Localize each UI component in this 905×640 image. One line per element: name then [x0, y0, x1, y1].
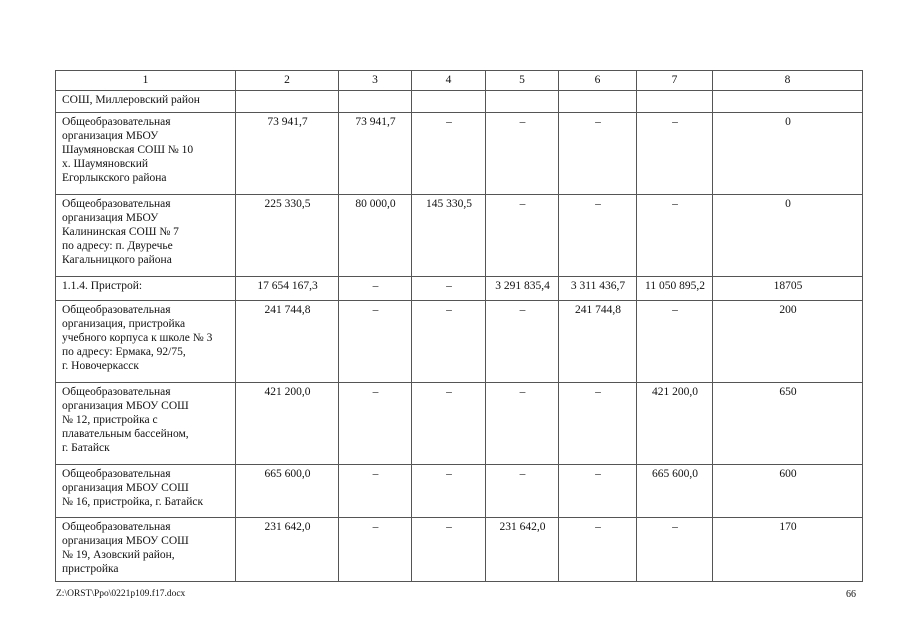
header-cell: 7: [637, 71, 713, 91]
value-cell: 0: [713, 195, 863, 277]
value-cell: –: [559, 383, 637, 465]
value-cell: –: [412, 518, 486, 582]
value-cell: 170: [713, 518, 863, 582]
row-name-cell: Общеобразовательная организация МБОУ Калининская СОШ № 7 по адресу: п. Двуречье Кагальницкого района: [56, 195, 236, 277]
header-cell: 8: [713, 71, 863, 91]
value-cell: –: [559, 113, 637, 195]
value-cell: 73 941,7: [339, 113, 412, 195]
value-cell: 421 200,0: [236, 383, 339, 465]
value-cell: –: [339, 301, 412, 383]
table-row: [56, 383, 863, 465]
value-cell: –: [486, 465, 559, 518]
value-cell: 665 600,0: [637, 465, 713, 518]
table-row: [56, 195, 863, 277]
value-cell: [637, 91, 713, 113]
value-cell: –: [339, 383, 412, 465]
value-cell: –: [559, 465, 637, 518]
row-name-cell: Общеобразовательная организация МБОУ СОШ № 12, пристройка с плавательным бассейном, г. Батайск: [56, 383, 236, 465]
value-cell: 0: [713, 113, 863, 195]
value-cell: 241 744,8: [559, 301, 637, 383]
row-name-cell: 1.1.4. Пристрой:: [56, 277, 236, 301]
value-cell: 421 200,0: [637, 383, 713, 465]
page-number: 66: [846, 589, 856, 600]
table-row: [56, 301, 863, 383]
value-cell: –: [412, 113, 486, 195]
header-cell: 1: [56, 71, 236, 91]
row-name-cell: Общеобразовательная организация МБОУ СОШ № 19, Азовский район, пристройка: [56, 518, 236, 582]
value-cell: –: [412, 465, 486, 518]
data-table: [55, 70, 863, 582]
table-row: [56, 518, 863, 582]
header-cell: 5: [486, 71, 559, 91]
value-cell: –: [486, 113, 559, 195]
value-cell: –: [637, 301, 713, 383]
value-cell: 665 600,0: [236, 465, 339, 518]
table-row: [56, 277, 863, 301]
value-cell: [412, 91, 486, 113]
value-cell: –: [637, 195, 713, 277]
table-row: [56, 91, 863, 113]
value-cell: 231 642,0: [236, 518, 339, 582]
value-cell: –: [412, 301, 486, 383]
value-cell: –: [339, 465, 412, 518]
header-cell: 2: [236, 71, 339, 91]
value-cell: 200: [713, 301, 863, 383]
value-cell: –: [486, 383, 559, 465]
value-cell: –: [637, 113, 713, 195]
value-cell: [486, 91, 559, 113]
row-name-cell: Общеобразовательная организация МБОУ СОШ № 16, пристройка, г. Батайск: [56, 465, 236, 518]
row-name-cell: СОШ, Миллеровский район: [56, 91, 236, 113]
value-cell: –: [412, 383, 486, 465]
value-cell: [559, 91, 637, 113]
value-cell: –: [339, 277, 412, 301]
value-cell: 241 744,8: [236, 301, 339, 383]
header-cell: 4: [412, 71, 486, 91]
header-cell: 6: [559, 71, 637, 91]
value-cell: [339, 91, 412, 113]
value-cell: 650: [713, 383, 863, 465]
value-cell: 73 941,7: [236, 113, 339, 195]
value-cell: [236, 91, 339, 113]
table-row: [56, 465, 863, 518]
value-cell: 18705: [713, 277, 863, 301]
value-cell: 3 291 835,4: [486, 277, 559, 301]
value-cell: –: [486, 301, 559, 383]
header-cell: 3: [339, 71, 412, 91]
footer-file-path: Z:\ORST\Ppo\0221p109.f17.docx: [56, 589, 186, 599]
row-name-cell: Общеобразовательная организация МБОУ Шаумяновская СОШ № 10 х. Шаумяновский Егорлыкского района: [56, 113, 236, 195]
row-name-cell: Общеобразовательная организация, пристройка учебного корпуса к школе № 3 по адресу: Ермака, 92/75, г. Новочеркасск: [56, 301, 236, 383]
value-cell: 600: [713, 465, 863, 518]
value-cell: –: [637, 518, 713, 582]
header-row: [56, 71, 863, 91]
value-cell: 231 642,0: [486, 518, 559, 582]
value-cell: –: [559, 195, 637, 277]
value-cell: 3 311 436,7: [559, 277, 637, 301]
value-cell: –: [486, 195, 559, 277]
value-cell: 80 000,0: [339, 195, 412, 277]
value-cell: –: [559, 518, 637, 582]
table-row: [56, 113, 863, 195]
value-cell: 225 330,5: [236, 195, 339, 277]
value-cell: 145 330,5: [412, 195, 486, 277]
value-cell: 17 654 167,3: [236, 277, 339, 301]
value-cell: –: [339, 518, 412, 582]
value-cell: 11 050 895,2: [637, 277, 713, 301]
value-cell: [713, 91, 863, 113]
value-cell: –: [412, 277, 486, 301]
